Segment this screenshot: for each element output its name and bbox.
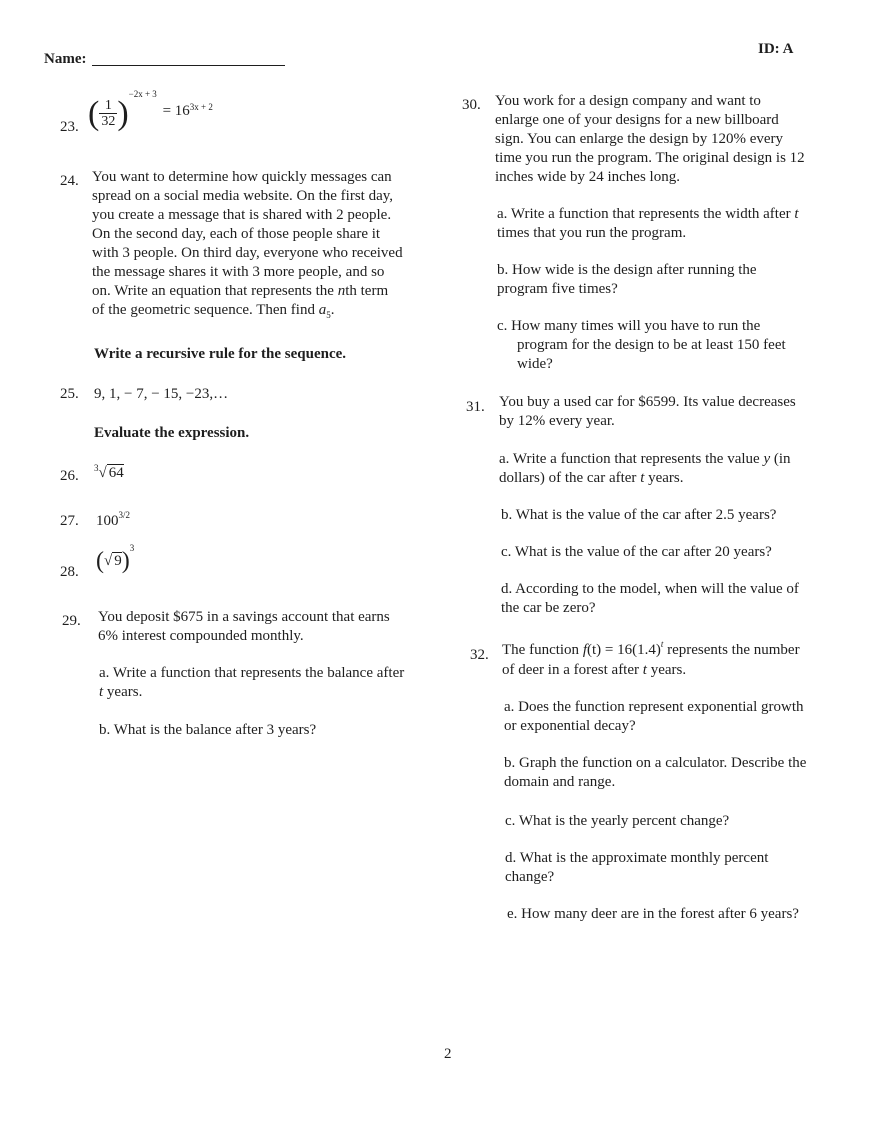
id-label: ID: A (758, 41, 794, 57)
q30-part-b: b. How wide is the design after running the program five times? (497, 262, 757, 297)
q30-number: 30. (462, 97, 481, 113)
q32-part-d: d. What is the approximate monthly percent change? (505, 850, 769, 885)
q28-expression: (√ 9)$^3$ (96, 543, 135, 575)
q30-text: You work for a design company and want to enlarge one of your designs for a new billboard sign. You can enlarge the design by 120% every time you run the program. The original design is 12 inches wide by 24 inches long. (495, 93, 805, 185)
q32-part-a: a. Does the function represent exponential growth or exponential decay? (504, 699, 804, 734)
q24-text: You want to determine how quickly messages can spread on a social media website. On the first day, you create a message that is shared with 2 people. On the second day, each of those people share it with 3 people. On third day, everyone who received the message shares it with 3 more people, and so on. Write an equation that represents the nth term of the geometric sequence. Then find $a_5$. (92, 169, 403, 320)
name-label: Name: (44, 51, 87, 67)
q32-part-e: e. How many deer are in the forest after 6 years? (507, 906, 799, 922)
q29-part-a: a. Write a function that represents the balance after t years. (99, 665, 405, 700)
q28-number: 28. (60, 564, 79, 580)
evaluate-heading: Evaluate the expression. (94, 425, 250, 441)
q32-part-c: c. What is the yearly percent change? (505, 813, 730, 829)
q24-number: 24. (60, 173, 79, 189)
q29-text: You deposit $675 in a savings account that earns 6% interest compounded monthly. (98, 609, 390, 644)
name-blank-line (92, 65, 285, 66)
q30-part-a: a. Write a function that represents the width after t times that you run the program. (497, 206, 799, 241)
q23-number: 23. (60, 119, 79, 135)
q25-sequence: 9, 1, − 7, − 15, −23,… (94, 386, 229, 402)
recursive-heading: Write a recursive rule for the sequence. (94, 346, 347, 362)
q31-text: You buy a used car for $6599. Its value decreases by 12% every year. (499, 394, 796, 429)
q26-expression: $^3$√ 64 (94, 463, 124, 481)
q31-part-b: b. What is the value of the car after 2.5 years? (501, 507, 777, 523)
q30-part-c: c. How many times will you have to run the program for the design to be at least 150 feet wide? (497, 318, 786, 372)
q26-number: 26. (60, 468, 79, 484)
q29-number: 29. (62, 613, 81, 629)
q32-number: 32. (470, 647, 489, 663)
q32-part-b: b. Graph the function on a calculator. Describe the domain and range. (504, 755, 807, 790)
q23-exp1: −2x + 3 (128, 88, 157, 99)
q23-exp2: 3x + 2 (189, 101, 213, 112)
page-number: 2 (444, 1046, 452, 1062)
q32-text: The function $f(t) = 16(1.4)^t$ represents the number of deer in a forest after t years. (502, 639, 800, 678)
q25-number: 25. (60, 386, 79, 402)
q27-expression: $100^{3/2}$ (96, 510, 131, 529)
q31-part-c: c. What is the value of the car after 20 years? (501, 544, 772, 560)
q23-fraction: $\frac{1}{32}$ (101, 98, 116, 129)
q31-part-a: a. Write a function that represents the value y (in dollars) of the car after t years. (499, 451, 791, 486)
q29-part-b: b. What is the balance after 3 years? (99, 722, 317, 738)
q31-part-d: d. According to the model, when will the value of the car be zero? (501, 581, 799, 616)
q31-number: 31. (466, 399, 485, 415)
q27-number: 27. (60, 513, 79, 529)
q23-equation: ( $\frac{1}{32}$ )$^{-2x + 3} = 16^{3x + 2}$ (88, 88, 213, 132)
q23-rhs: = 16 (162, 102, 190, 119)
